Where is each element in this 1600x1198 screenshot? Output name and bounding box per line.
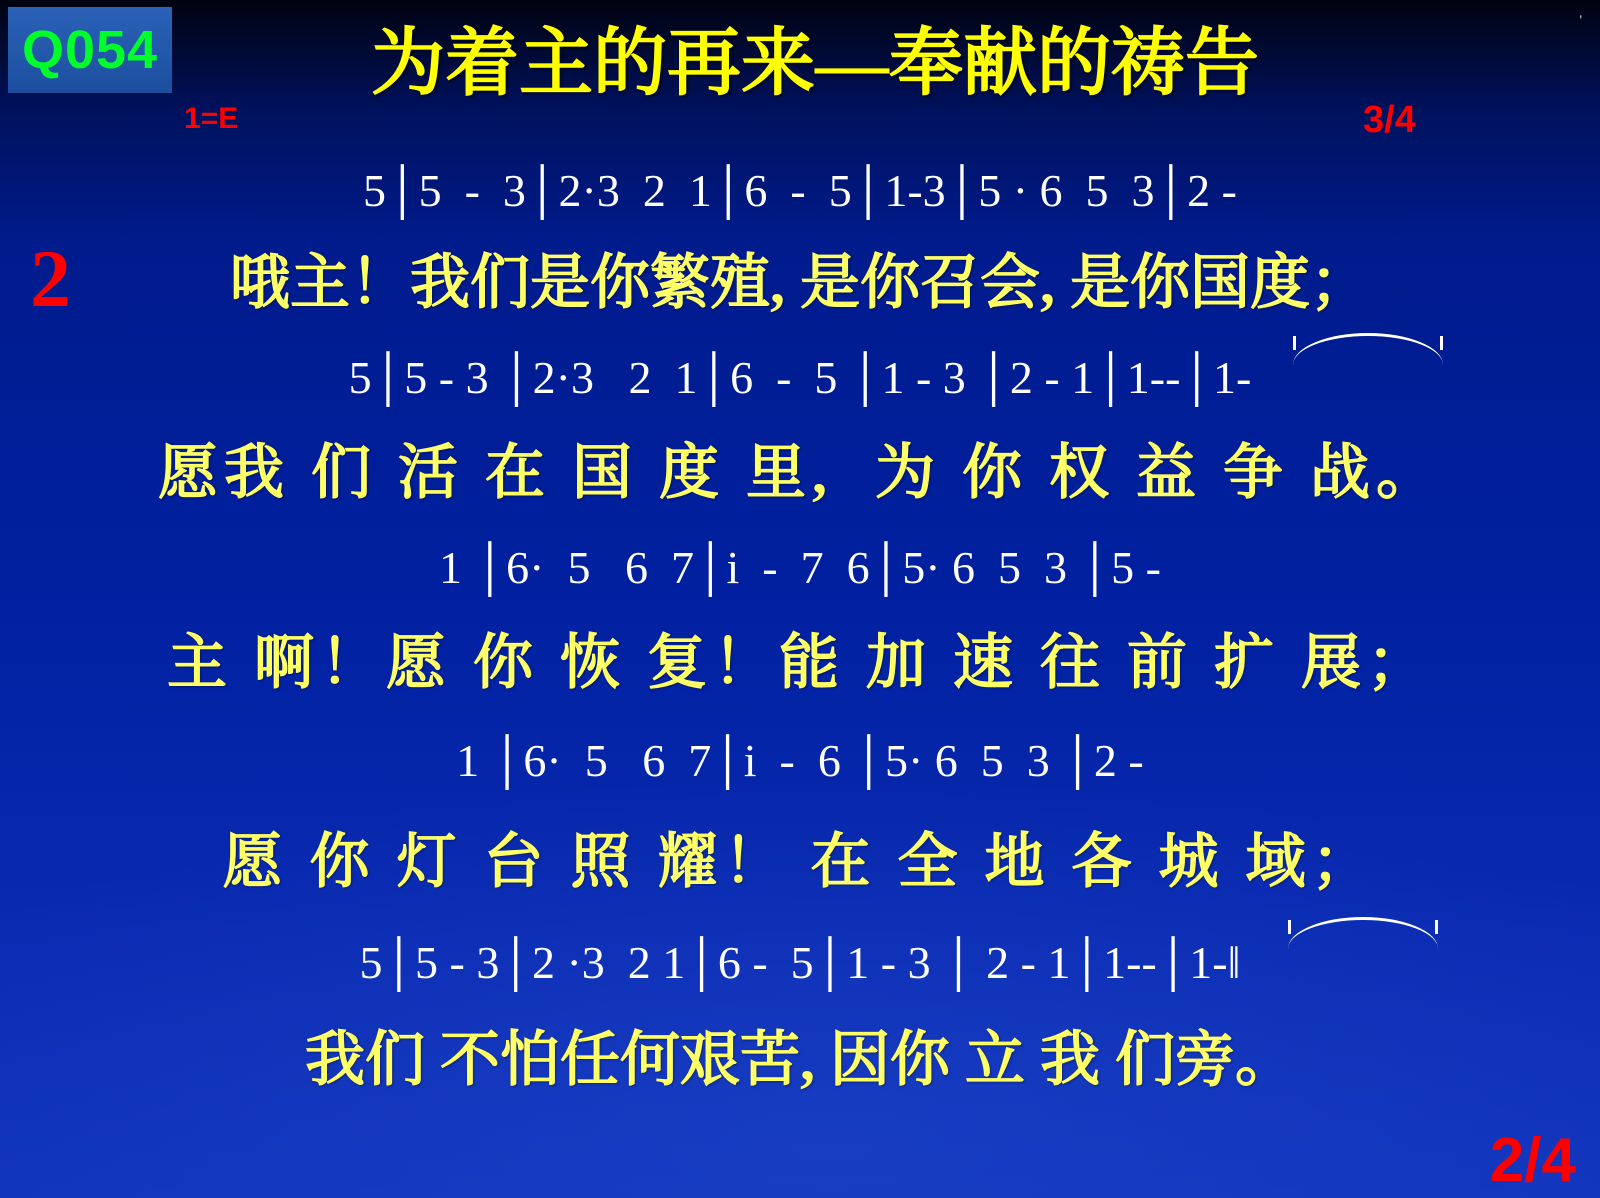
- page-title: 为着主的再来—奉献的祷告: [371, 23, 1259, 105]
- notation-line: 5│5 - 3│2·3 2 1│6 - 5│1-3│5 · 6 5 3│2 -: [363, 165, 1237, 216]
- notation-line: 5│5 - 3 │2·3 2 1│6 - 5 │1 - 3 │2 - 1│1--│1-: [348, 352, 1252, 403]
- tie-arc: [1288, 917, 1438, 951]
- decorative-swoosh-2: [775, 651, 1600, 1198]
- key-signature: 1=E: [184, 102, 239, 135]
- lyrics-line: 我们 不怕任何艰苦, 因你 立 我 们旁。: [305, 1027, 1295, 1093]
- notation-line: 1 │6· 5 6 7│i - 6 │5· 6 5 3 │2 -: [456, 735, 1144, 786]
- lyrics-line: 愿我 们 活 在 国 度 里, 为 你 权 益 争 战。: [158, 440, 1442, 506]
- song-code-text: Q054: [21, 20, 159, 80]
- verse-number: 2: [30, 233, 71, 324]
- lyrics-line: 哦主！我们是你繁殖, 是你召会, 是你国度；: [230, 250, 1370, 316]
- time-signature: 3/4: [1363, 99, 1416, 141]
- notation-line: 5│5 - 3│2 ·3 2 1│6 - 5│1 - 3 │ 2 - 1│1--│1-‖: [359, 937, 1241, 988]
- page-indicator: 2/4: [1489, 1126, 1576, 1195]
- song-code-badge: [8, 7, 172, 93]
- corner-mark: ': [1579, 12, 1582, 27]
- tie-arc: [1293, 333, 1443, 367]
- notation-line: 1 │6· 5 6 7│i - 7 6│5· 6 5 3 │5 -: [439, 542, 1161, 593]
- lyrics-line: 主 啊！愿 你 恢 复！能 加 速 往 前 扩 展；: [167, 630, 1433, 696]
- lyrics-line: 愿 你 灯 台 照 耀！ 在 全 地 各 城 域；: [222, 829, 1378, 895]
